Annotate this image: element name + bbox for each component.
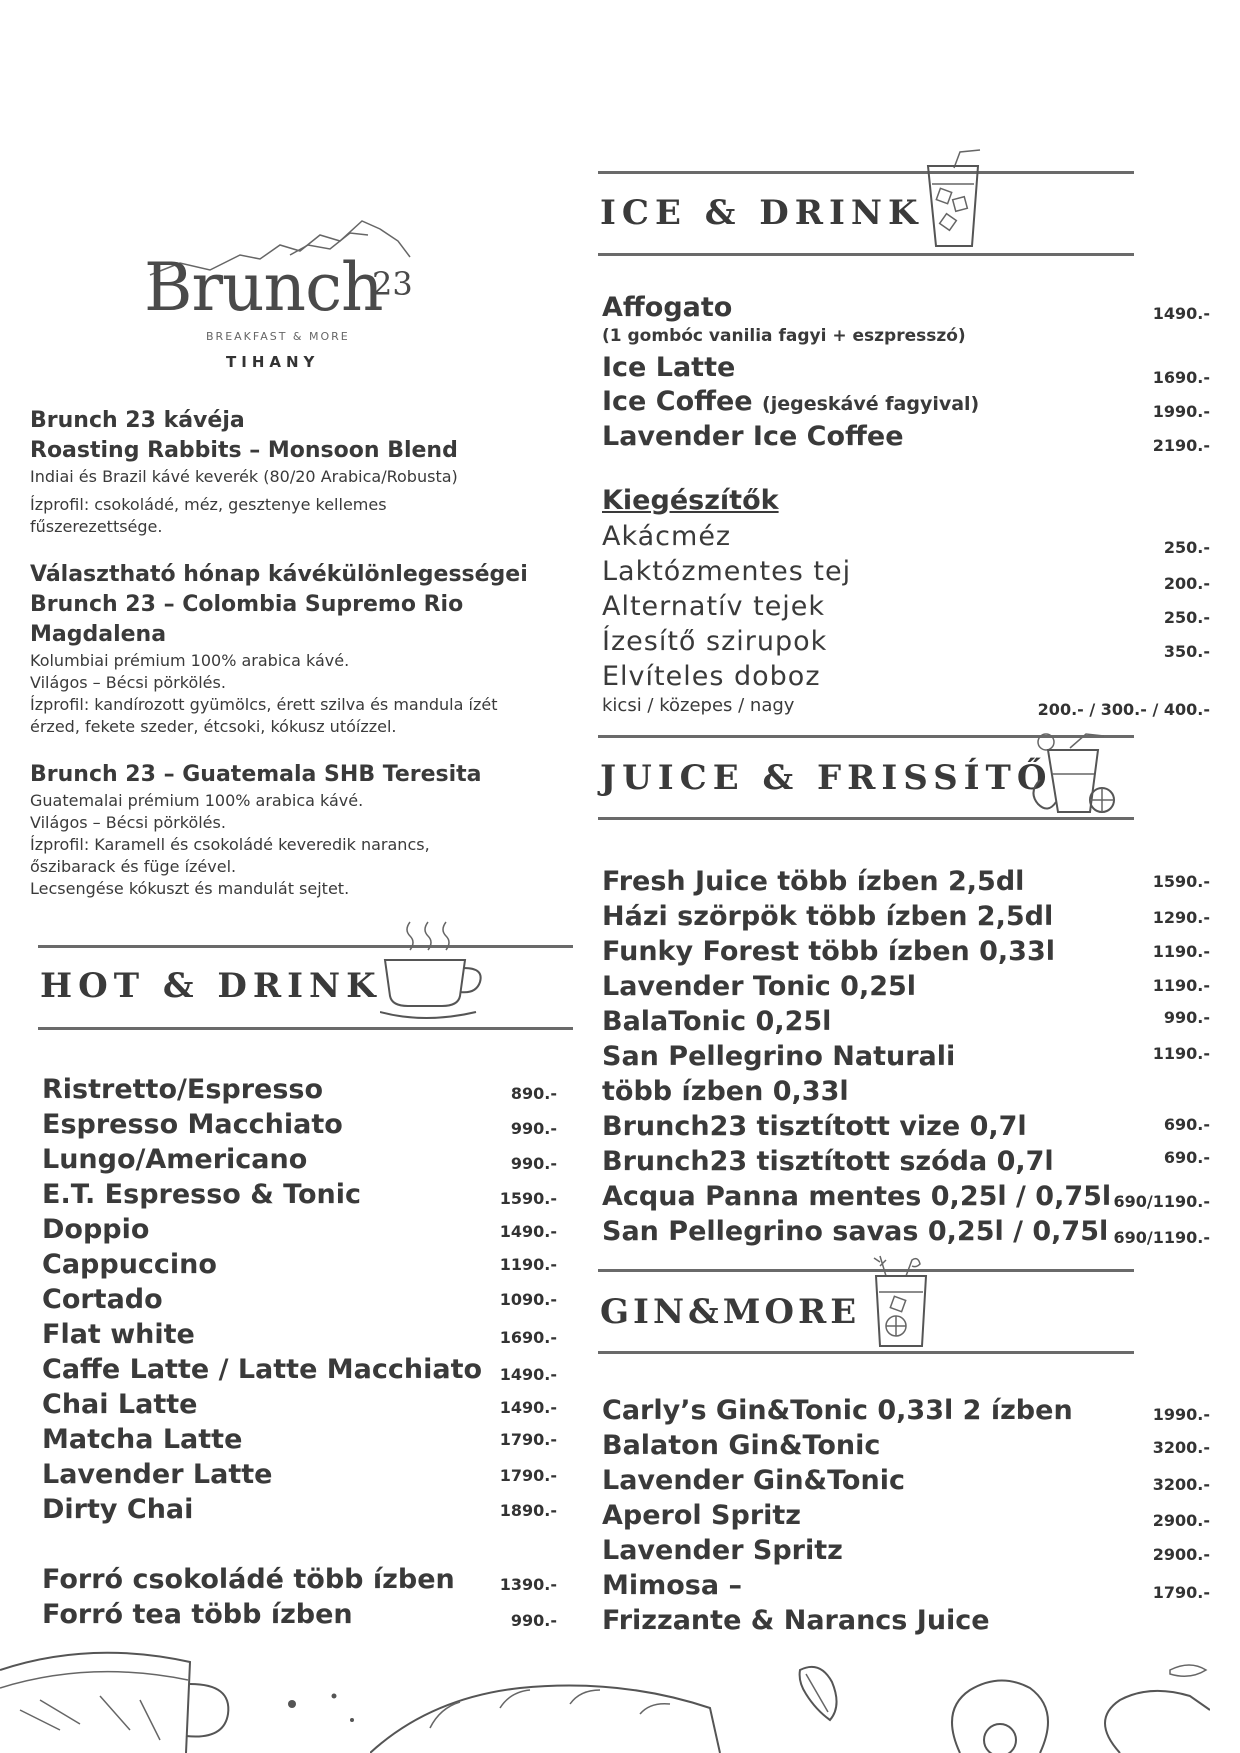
menu-price: 1890.- bbox=[499, 1501, 557, 1520]
menu-item: Akácméz bbox=[602, 521, 732, 552]
menu-item: Balaton Gin&Tonic bbox=[602, 1430, 881, 1461]
house-blend-profile: Ízprofil: csokoládé, méz, gesztenye kellemes fűszerezettsége. bbox=[30, 495, 387, 536]
menu-price: 1690.- bbox=[499, 1328, 557, 1347]
colombia-line: Ízprofil: kandírozott gyümölcs, érett szilva és mandula ízét érzed, fekete szeder, étcsoki, kókusz utóízzel. bbox=[30, 695, 498, 736]
guatemala-title: Brunch 23 – Guatemala SHB Teresita bbox=[30, 762, 482, 787]
menu-price: 1390.- bbox=[499, 1575, 557, 1594]
colombia-line: Kolumbiai prémium 100% arabica kávé. bbox=[30, 651, 350, 670]
menu-item: Laktózmentes tej bbox=[602, 556, 852, 587]
menu-price: 1590.- bbox=[1152, 872, 1210, 891]
menu-price: 690.- bbox=[1163, 1148, 1210, 1167]
house-blend-name: Roasting Rabbits – Monsoon Blend bbox=[30, 438, 458, 463]
menu-item: Lavender Spritz bbox=[602, 1535, 843, 1566]
iced-glass-icon bbox=[924, 148, 984, 248]
menu-item: San Pellegrino Naturali bbox=[602, 1041, 956, 1072]
menu-price: 1590.- bbox=[499, 1189, 557, 1208]
hot-drink-bottom-rule bbox=[38, 1027, 573, 1030]
menu-item: Brunch23 tisztított szóda 0,7l bbox=[602, 1146, 1054, 1177]
menu-item: Funky Forest több ízben 0,33l bbox=[602, 936, 1056, 967]
guatemala-line: Lecsengése kókuszt és mandulát sejtet. bbox=[30, 879, 350, 898]
menu-item: több ízben 0,33l bbox=[602, 1076, 849, 1107]
menu-price: 200.- / 300.- / 400.- bbox=[1037, 700, 1210, 719]
menu-item: Forró csokoládé több ízben bbox=[42, 1564, 455, 1595]
menu-price: 1190.- bbox=[1152, 976, 1210, 995]
menu-price: 1490.- bbox=[499, 1365, 557, 1384]
menu-item: Lavender Tonic 0,25l bbox=[602, 971, 917, 1002]
menu-item: Affogato bbox=[602, 292, 733, 323]
menu-price: 350.- bbox=[1163, 642, 1210, 661]
menu-item: Acqua Panna mentes 0,25l / 0,75l bbox=[602, 1181, 1112, 1212]
menu-item: San Pellegrino savas 0,25l / 0,75l bbox=[602, 1216, 1109, 1247]
menu-price: 1290.- bbox=[1152, 908, 1210, 927]
menu-item-name: Ice Coffee bbox=[602, 386, 753, 417]
menu-item: BalaTonic 0,25l bbox=[602, 1006, 832, 1037]
menu-price: 990.- bbox=[510, 1611, 557, 1630]
logo-superscript: 23 bbox=[372, 265, 413, 303]
menu-item: Dirty Chai bbox=[42, 1494, 194, 1525]
menu-price: 1190.- bbox=[1152, 942, 1210, 961]
menu-price: 250.- bbox=[1163, 608, 1210, 627]
menu-price: 1990.- bbox=[1152, 402, 1210, 421]
menu-price: 1090.- bbox=[499, 1290, 557, 1309]
menu-price: 1990.- bbox=[1152, 1405, 1210, 1424]
menu-item-note: (jegeskávé fagyival) bbox=[762, 393, 980, 415]
gin-bottom-rule bbox=[598, 1351, 1134, 1354]
menu-price: 200.- bbox=[1163, 574, 1210, 593]
juice-title: JUICE & FRISSÍTŐ bbox=[600, 758, 1053, 798]
gin-title: GIN&MORE bbox=[600, 1292, 861, 1332]
menu-item: Lavender Ice Coffee bbox=[602, 421, 904, 452]
menu-price: 1790.- bbox=[1152, 1583, 1210, 1602]
menu-item: Chai Latte bbox=[42, 1389, 198, 1420]
menu-price: 2190.- bbox=[1152, 436, 1210, 455]
menu-item: Frizzante & Narancs Juice bbox=[602, 1605, 990, 1636]
ice-drink-top-rule bbox=[598, 171, 1134, 174]
ice-drink-bottom-rule bbox=[598, 253, 1134, 256]
menu-item: Ízesítő szirupok bbox=[602, 626, 828, 657]
menu-item: Ristretto/Espresso bbox=[42, 1074, 324, 1105]
box-sizes: kicsi / közepes / nagy bbox=[602, 695, 795, 716]
logo-town: TIHANY bbox=[226, 353, 320, 371]
menu-item: Matcha Latte bbox=[42, 1424, 243, 1455]
affogato-note: (1 gombóc vanilia fagyi + eszpresszó) bbox=[602, 326, 966, 346]
menu-price: 690.- bbox=[1163, 1115, 1210, 1134]
menu-item: Carly’s Gin&Tonic 0,33l 2 ízben bbox=[602, 1395, 1073, 1426]
menu-price: 1490.- bbox=[499, 1398, 557, 1417]
monthly-title: Választható hónap kávékülönlegességei bbox=[30, 562, 528, 587]
menu-item: Lavender Gin&Tonic bbox=[602, 1465, 905, 1496]
menu-item: Alternatív tejek bbox=[602, 591, 826, 622]
menu-price: 2900.- bbox=[1152, 1545, 1210, 1564]
menu-price: 990.- bbox=[1163, 1008, 1210, 1027]
menu-item: Espresso Macchiato bbox=[42, 1109, 343, 1140]
menu-item: Cappuccino bbox=[42, 1249, 217, 1280]
menu-item: Cortado bbox=[42, 1284, 163, 1315]
menu-price: 990.- bbox=[510, 1119, 557, 1138]
menu-item: Lungo/Americano bbox=[42, 1144, 308, 1175]
menu-item: Lavender Latte bbox=[42, 1459, 273, 1490]
menu-item: Forró tea több ízben bbox=[42, 1599, 353, 1630]
ice-drink-title: ICE & DRINK bbox=[600, 193, 924, 233]
juice-bottom-rule bbox=[598, 817, 1134, 820]
house-coffee-title: Brunch 23 kávéja bbox=[30, 408, 245, 433]
extras-title: Kiegészítők bbox=[602, 485, 779, 516]
menu-price: 250.- bbox=[1163, 538, 1210, 557]
coffee-cup-icon bbox=[380, 918, 490, 1022]
menu-price: 1190.- bbox=[499, 1255, 557, 1274]
coffee-intro bbox=[30, 406, 570, 900]
guatemala-line: Világos – Bécsi pörkölés. bbox=[30, 813, 226, 832]
house-blend-desc: Indiai és Brazil kávé keverék (80/20 Arabica/Robusta) bbox=[30, 467, 458, 486]
menu-item: Aperol Spritz bbox=[602, 1500, 802, 1531]
logo-brand-text: Brunch bbox=[144, 249, 383, 326]
logo-tagline: BREAKFAST & MORE bbox=[206, 330, 350, 343]
guatemala-line: Ízprofil: Karamell és csokoládé keveredik narancs, őszibarack és füge ízével. bbox=[30, 835, 430, 876]
menu-item: E.T. Espresso & Tonic bbox=[42, 1179, 362, 1210]
menu-price: 3200.- bbox=[1152, 1475, 1210, 1494]
colombia-line: Világos – Bécsi pörkölés. bbox=[30, 673, 226, 692]
dots-decoration bbox=[280, 1690, 370, 1730]
menu-item: Elvíteles doboz bbox=[602, 661, 821, 692]
menu-price: 1790.- bbox=[499, 1430, 557, 1449]
menu-item: Brunch23 tisztított vize 0,7l bbox=[602, 1111, 1027, 1142]
guatemala-line: Guatemalai prémium 100% arabica kávé. bbox=[30, 791, 364, 810]
menu-item: Mimosa – bbox=[602, 1570, 742, 1601]
mug-icon bbox=[0, 1640, 240, 1753]
menu-item bbox=[602, 386, 979, 417]
menu-price: 890.- bbox=[510, 1084, 557, 1103]
hot-drink-title: HOT & DRINK bbox=[40, 966, 382, 1006]
menu-price: 690/1190.- bbox=[1113, 1228, 1210, 1247]
menu-item: Házi szörpök több ízben 2,5dl bbox=[602, 901, 1054, 932]
menu-price: 1790.- bbox=[499, 1466, 557, 1485]
croissant-icon bbox=[370, 1668, 730, 1753]
menu-price: 690/1190.- bbox=[1113, 1192, 1210, 1211]
menu-price: 1190.- bbox=[1152, 1044, 1210, 1063]
brand-logo bbox=[140, 215, 430, 375]
avocado-icon bbox=[790, 1660, 1210, 1753]
gin-glass-icon bbox=[866, 1252, 936, 1348]
menu-item: Doppio bbox=[42, 1214, 150, 1245]
menu-item: Caffe Latte / Latte Macchiato bbox=[42, 1354, 483, 1385]
colombia-title: Brunch 23 – Colombia Supremo Rio Magdalena bbox=[30, 592, 464, 647]
menu-price: 1490.- bbox=[1152, 304, 1210, 323]
menu-price: 2900.- bbox=[1152, 1511, 1210, 1530]
menu-price: 1490.- bbox=[499, 1222, 557, 1241]
menu-item: Ice Latte bbox=[602, 352, 736, 383]
menu-price: 1690.- bbox=[1152, 368, 1210, 387]
juice-glass-icon bbox=[1030, 730, 1120, 816]
menu-price: 990.- bbox=[510, 1154, 557, 1173]
menu-price: 3200.- bbox=[1152, 1438, 1210, 1457]
menu-item: Flat white bbox=[42, 1319, 195, 1350]
menu-item: Fresh Juice több ízben 2,5dl bbox=[602, 866, 1025, 897]
hot-drink-top-rule bbox=[38, 945, 573, 948]
